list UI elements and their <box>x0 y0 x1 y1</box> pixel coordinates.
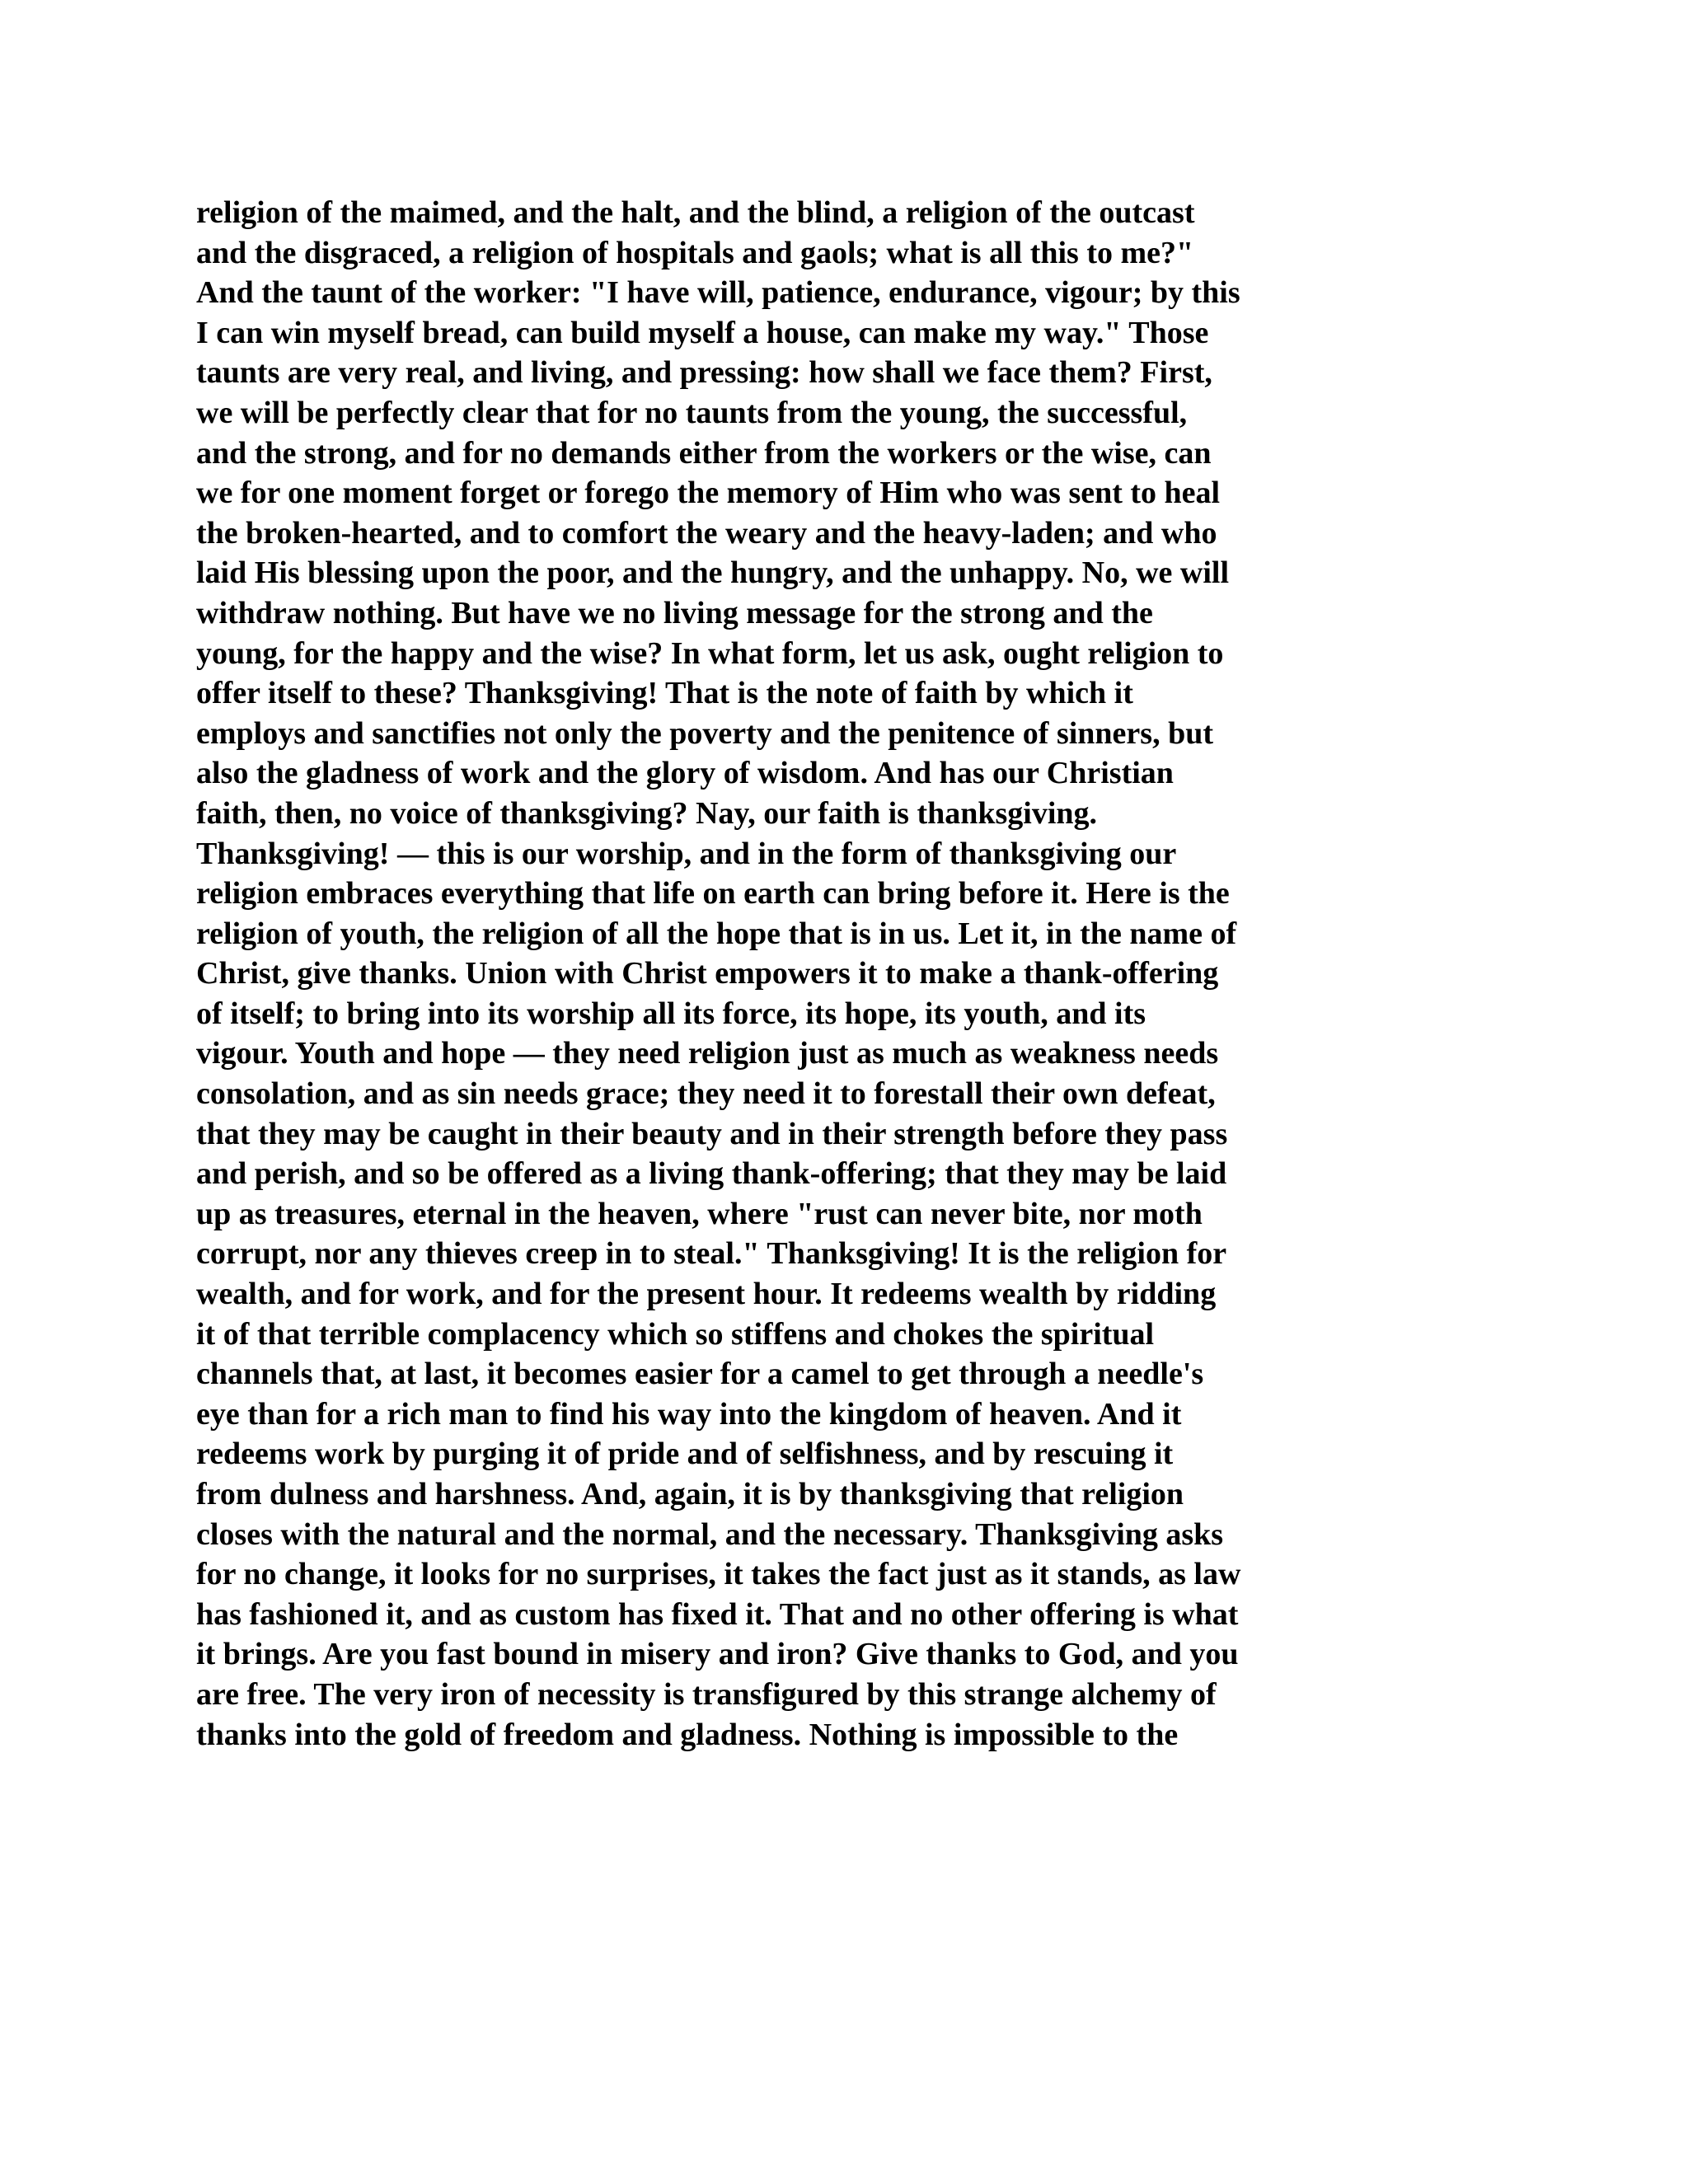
text-line: for no change, it looks for no surprises, it takes the fact just as it stands, as law <box>196 1557 1241 1592</box>
text-line: vigour. Youth and hope — they need religion just as much as weakness needs <box>196 1036 1219 1071</box>
text-line: I can win myself bread, can build myself a house, can make my way." Those <box>196 315 1209 350</box>
text-line: redeems work by purging it of pride and of selfishness, and by rescuing it <box>196 1436 1174 1472</box>
text-line: withdraw nothing. But have we no living message for the strong and the <box>196 595 1153 630</box>
text-line: consolation, and as sin needs grace; they need it to forestall their own defeat, <box>196 1076 1216 1112</box>
text-line: wealth, and for work, and for the present hour. It redeems wealth by ridding <box>196 1277 1217 1312</box>
text-line: young, for the happy and the wise? In what form, let us ask, ought religion to <box>196 635 1224 671</box>
text-line: we will be perfectly clear that for no taunts from the young, the successful, <box>196 395 1188 430</box>
text-line: it of that terrible complacency which so stiffens and chokes the spiritual <box>196 1316 1155 1352</box>
text-line: that they may be caught in their beauty and in their strength before they pass <box>196 1116 1228 1151</box>
text-line: it brings. Are you fast bound in misery and iron? Give thanks to God, and you <box>196 1637 1239 1672</box>
text-line: Thanksgiving! — this is our worship, and in the form of thanksgiving our <box>196 836 1177 871</box>
text-line: eye than for a rich man to find his way into the kingdom of heaven. And it <box>196 1396 1182 1432</box>
text-line: we for one moment forget or forego the memory of Him who was sent to heal <box>196 476 1221 511</box>
text-line: laid His blessing upon the poor, and the hungry, and the unhappy. No, we will <box>196 555 1229 591</box>
text-line: offer itself to these? Thanksgiving! That is the note of faith by which it <box>196 676 1133 711</box>
text-line: from dulness and harshness. And, again, it is by thanksgiving that religion <box>196 1477 1184 1511</box>
text-line: religion of the maimed, and the halt, and the blind, a religion of the outcast <box>196 195 1195 230</box>
text-line: employs and sanctifies not only the poverty and the penitence of sinners, but <box>196 715 1213 751</box>
text-line: Christ, give thanks. Union with Christ empowers it to make a thank-offering <box>196 956 1219 991</box>
text-line: religion embraces everything that life on earth can bring before it. Here is the <box>196 876 1230 912</box>
text-line: faith, then, no voice of thanksgiving? Nay, our faith is thanksgiving. <box>196 795 1098 831</box>
text-line: religion of youth, the religion of all the hope that is in us. Let it, in the name of <box>196 916 1237 951</box>
text-line: also the gladness of work and the glory of wisdom. And has our Christian <box>196 756 1174 791</box>
text-line: corrupt, nor any thieves creep in to steal." Thanksgiving! It is the religion for <box>196 1236 1227 1272</box>
text-line: and the strong, and for no demands either from the workers or the wise, can <box>196 435 1212 471</box>
text-line: has fashioned it, and as custom has fixed it. That and no other offering is what <box>196 1596 1239 1632</box>
text-line: up as treasures, eternal in the heaven, where "rust can never bite, nor moth <box>196 1196 1203 1231</box>
text-line: channels that, at last, it becomes easier for a camel to get through a needle's <box>196 1357 1204 1392</box>
text-line: of itself; to bring into its worship all its force, its hope, its youth, and its <box>196 996 1146 1031</box>
text-line: and the disgraced, a religion of hospitals and gaols; what is all this to me?" <box>196 235 1194 270</box>
text-line: the broken-hearted, and to comfort the weary and the heavy-laden; and who <box>196 515 1217 551</box>
text-line: And the taunt of the worker: "I have will, patience, endurance, vigour; by this <box>196 275 1240 311</box>
text-line: thanks into the gold of freedom and gladness. Nothing is impossible to the <box>196 1717 1179 1752</box>
text-line: and perish, and so be offered as a living thank-offering; that they may be laid <box>196 1156 1227 1192</box>
text-line: taunts are very real, and living, and pressing: how shall we face them? First, <box>196 355 1212 391</box>
text-line: closes with the natural and the normal, and the necessary. Thanksgiving asks <box>196 1516 1224 1552</box>
body-text <box>196 193 1515 1755</box>
text-line: are free. The very iron of necessity is transfigured by this strange alchemy of <box>196 1676 1217 1712</box>
